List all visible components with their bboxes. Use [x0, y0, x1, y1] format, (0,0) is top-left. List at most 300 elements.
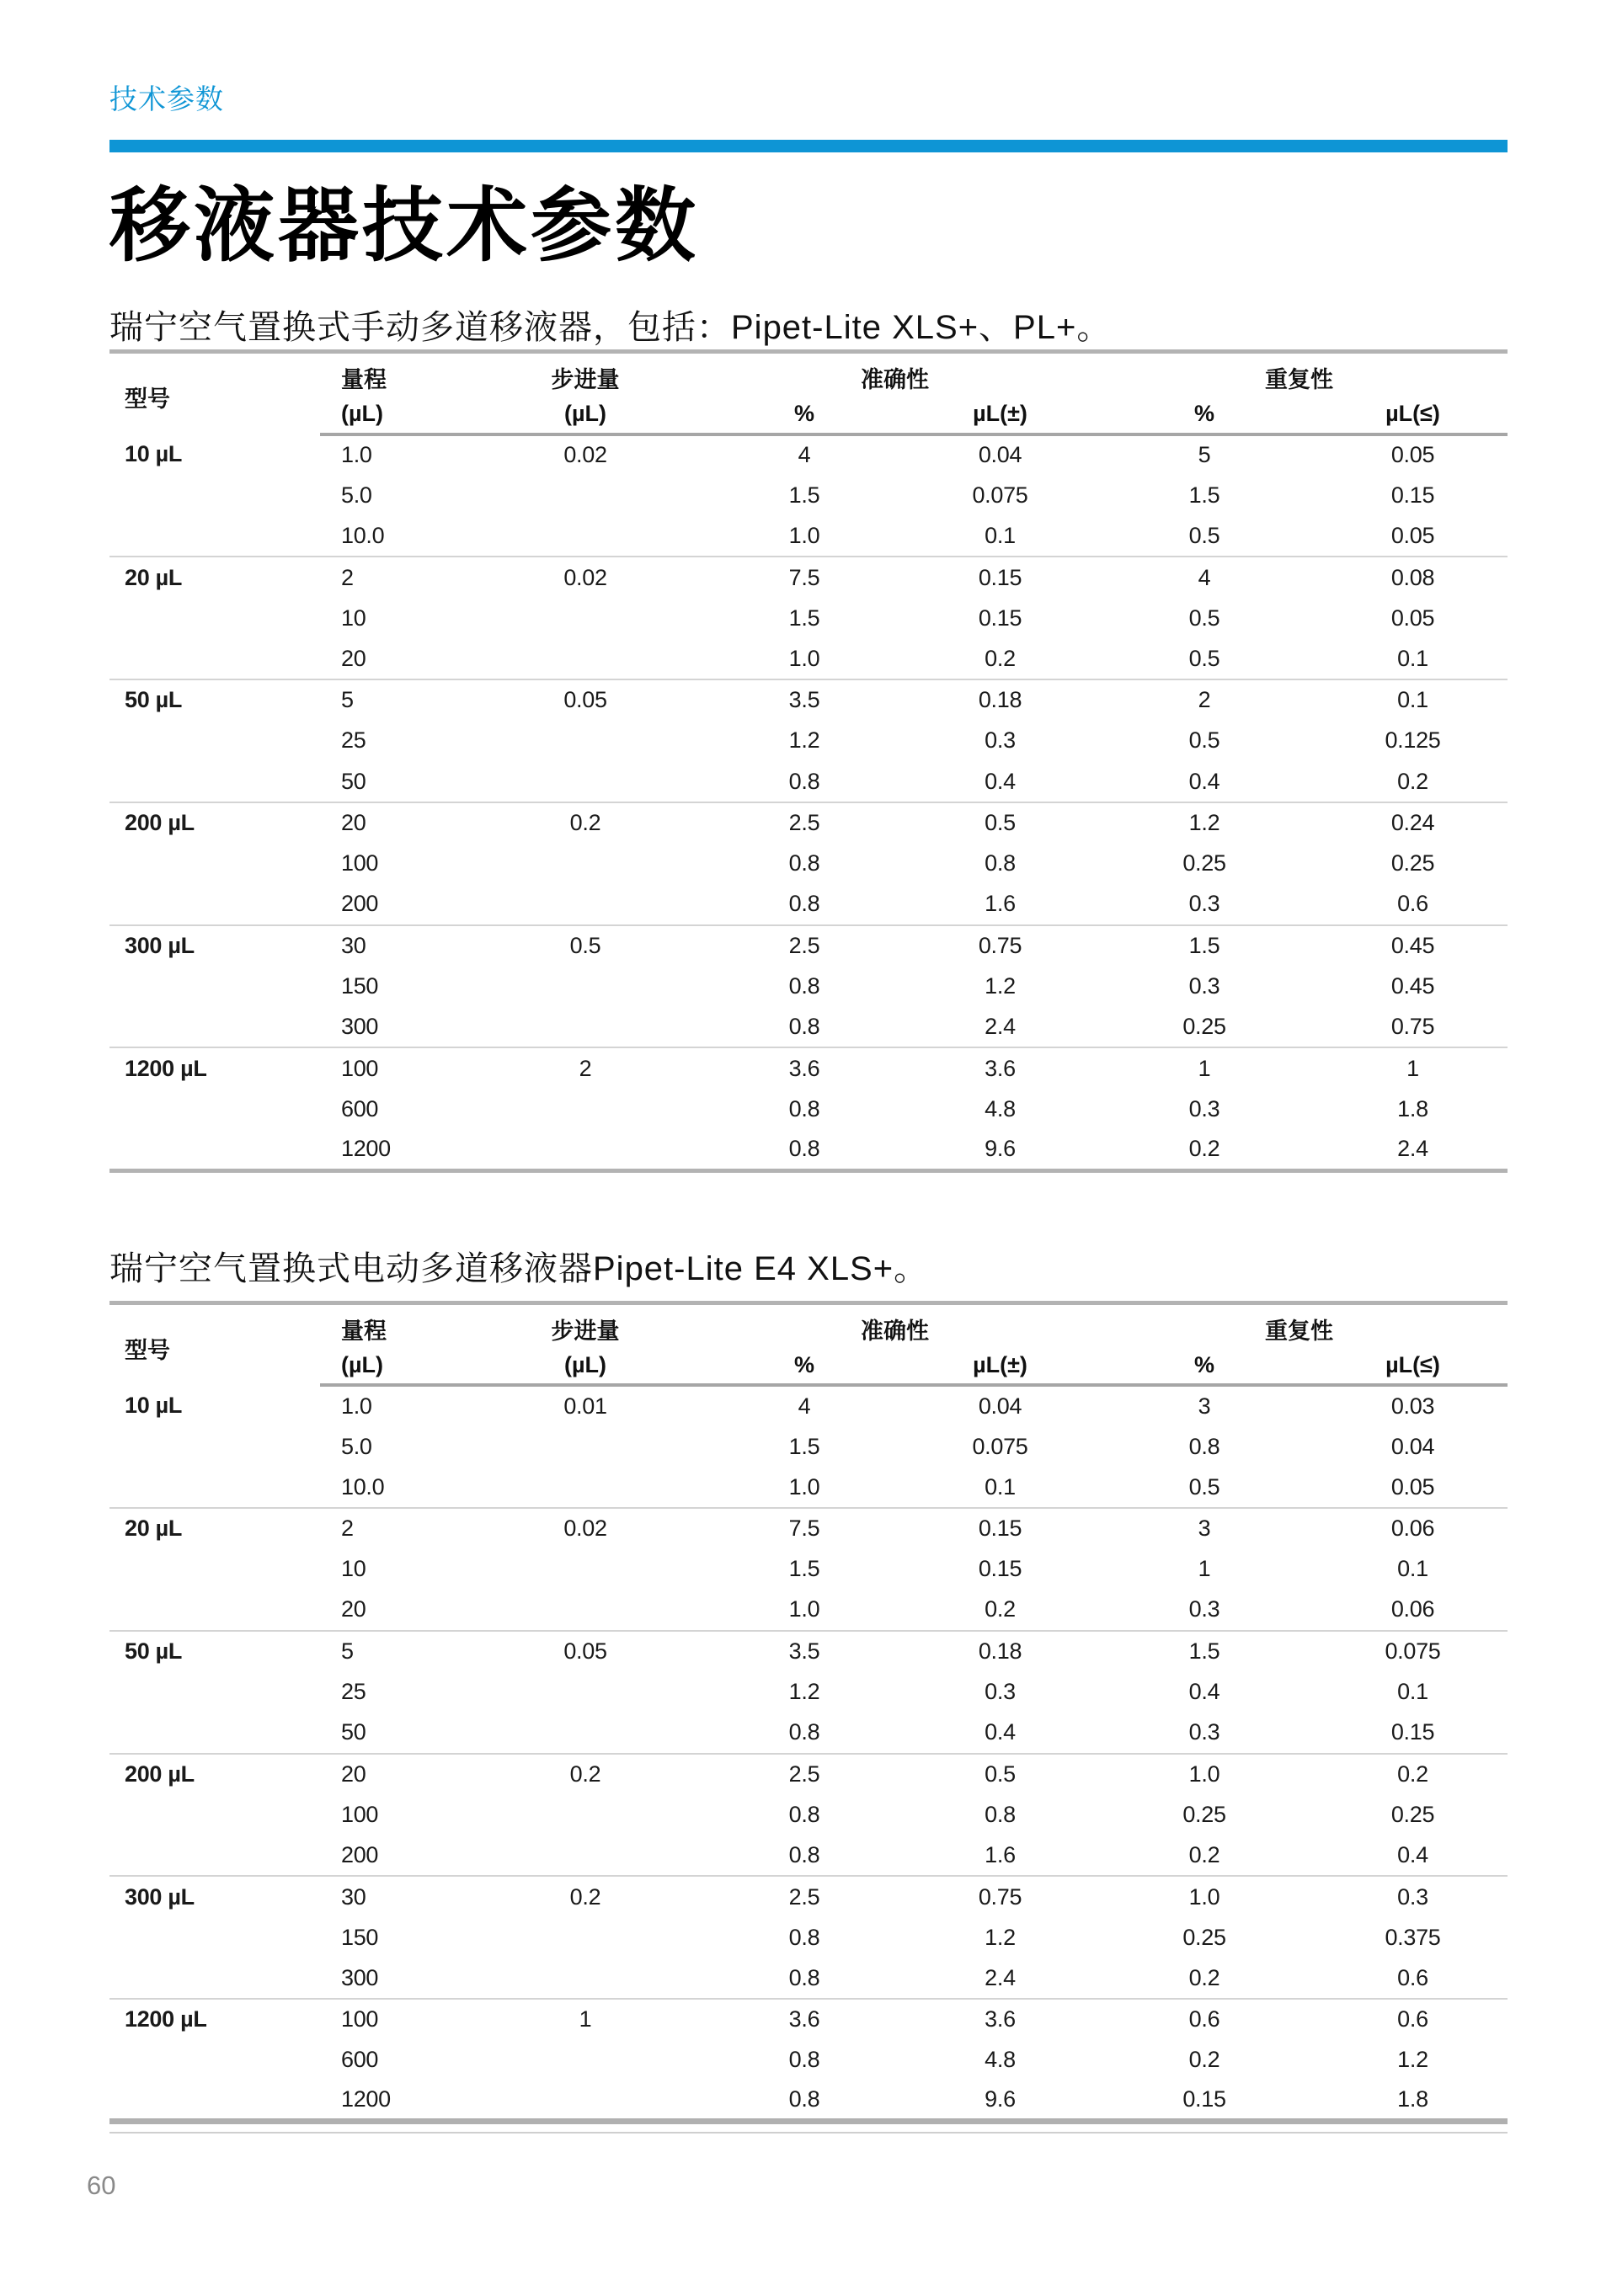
- increment-cell: [472, 761, 699, 802]
- col-header-repeatability-ul: µL(≤): [1318, 396, 1508, 434]
- repeatability-ul-cell: 0.75: [1390, 1014, 1435, 1040]
- accuracy-ul-cell: 9.6: [985, 2086, 1016, 2112]
- table-row: [109, 884, 1508, 925]
- range-cell: 25: [341, 1679, 366, 1705]
- repeatability-pct-cell: 0.25: [1182, 1801, 1226, 1827]
- model-cell: 50 µL: [109, 679, 320, 721]
- model-cell: [109, 1130, 320, 1171]
- repeatability-pct-cell: 0.2: [1188, 2047, 1220, 2073]
- accuracy-pct-cell: 1.5: [788, 1433, 820, 1459]
- accuracy-pct-cell: 1.2: [788, 1679, 820, 1705]
- increment-cell: 0.2: [472, 1876, 699, 1917]
- repeatability-pct-cell: 0.4: [1188, 768, 1220, 794]
- accuracy-pct-cell: 3.6: [699, 1047, 910, 1089]
- increment-cell: 0.01: [563, 1393, 607, 1419]
- increment-cell: 0.2: [472, 802, 699, 844]
- range-cell: 300: [341, 1014, 379, 1040]
- col-header-repeatability: 重复性: [1265, 367, 1333, 393]
- accuracy-pct-cell: 1.5: [788, 605, 820, 631]
- model-cell: 200 µL: [109, 802, 320, 844]
- repeatability-ul-cell: 0.2: [1318, 1754, 1508, 1795]
- table-row: [109, 1671, 1508, 1713]
- accuracy-ul-cell: 0.4: [985, 1719, 1016, 1745]
- accuracy-ul-cell: 0.75: [910, 925, 1091, 967]
- range-cell: 1200: [341, 2086, 391, 2112]
- accuracy-pct-cell: 1.5: [788, 1556, 820, 1582]
- repeatability-ul-cell: 0.25: [1390, 850, 1435, 876]
- model-cell: [109, 1089, 320, 1130]
- accuracy-ul-cell: 0.1: [985, 522, 1016, 548]
- accuracy-pct-cell: 0.8: [788, 1719, 820, 1745]
- col-header-accuracy: 准确性: [861, 367, 929, 393]
- accuracy-pct-cell: 1.0: [788, 522, 820, 548]
- range-cell: 25: [341, 727, 366, 754]
- increment-cell: [472, 638, 699, 679]
- model-cell: 20 µL: [109, 1508, 320, 1549]
- model-cell: 1200 µL: [109, 1999, 320, 2040]
- accuracy-pct-cell: 2.5: [699, 802, 910, 844]
- table-row: [109, 966, 1508, 1007]
- table-row: [109, 802, 1508, 844]
- repeatability-ul-cell: 0.45: [1390, 973, 1435, 999]
- increment-cell: [472, 1130, 699, 1171]
- model-cell: 50 µL: [109, 1631, 320, 1672]
- repeatability-pct-cell: 0.5: [1188, 645, 1220, 671]
- repeatability-ul-cell: 1: [1318, 1047, 1508, 1089]
- accuracy-pct-cell: 1.5: [788, 482, 820, 508]
- repeatability-pct-cell: 0.2: [1188, 1136, 1220, 1162]
- model-cell: [109, 598, 320, 639]
- col-header-range-unit: (µL): [320, 396, 472, 434]
- model-cell: [109, 638, 320, 679]
- increment-cell: 0.5: [472, 925, 699, 967]
- accuracy-ul-cell: 0.2: [985, 645, 1016, 671]
- table-row: [109, 679, 1508, 721]
- table-row: [109, 1385, 1508, 1426]
- accuracy-ul-cell: 0.8: [985, 850, 1016, 876]
- repeatability-pct-cell: 3: [1198, 1393, 1211, 1419]
- repeatability-ul-cell: 0.15: [1390, 482, 1435, 508]
- repeatability-pct-cell: 1.2: [1091, 802, 1318, 844]
- model-cell: 10 µL: [125, 1392, 183, 1418]
- repeatability-ul-cell: 0.06: [1390, 1596, 1435, 1622]
- model-cell: [109, 475, 320, 516]
- increment-cell: [472, 1917, 699, 1958]
- increment-cell: [472, 1426, 699, 1468]
- repeatability-pct-cell: 1.5: [1188, 482, 1220, 508]
- model-cell: 20 µL: [109, 557, 320, 598]
- repeatability-pct-cell: 0.4: [1188, 1679, 1220, 1705]
- range-cell: 600: [341, 1095, 379, 1121]
- increment-cell: 0.2: [472, 1754, 699, 1795]
- repeatability-ul-cell: 0.1: [1397, 645, 1428, 671]
- increment-cell: [472, 2080, 699, 2122]
- accuracy-ul-cell: 0.075: [972, 482, 1028, 508]
- repeatability-pct-cell: 2: [1091, 679, 1318, 721]
- increment-cell: [472, 966, 699, 1007]
- repeatability-pct-cell: 0.3: [1188, 973, 1220, 999]
- repeatability-pct-cell: 0.15: [1182, 2086, 1226, 2112]
- range-cell: 10: [341, 605, 366, 631]
- repeatability-pct-cell: 0.5: [1188, 1473, 1220, 1500]
- range-cell: 20: [320, 1754, 472, 1795]
- table-row: [109, 1999, 1508, 2040]
- model-cell: [109, 1590, 320, 1631]
- range-cell: 5.0: [341, 1433, 372, 1459]
- electronic-table-body: [109, 1385, 1508, 2122]
- table-header: [109, 1302, 1508, 1385]
- range-cell: 2: [320, 557, 472, 598]
- repeatability-ul-cell: 0.25: [1390, 1801, 1435, 1827]
- page-content: [109, 0, 1508, 2134]
- range-cell: 20: [341, 1596, 366, 1622]
- increment-cell: [472, 884, 699, 925]
- repeatability-ul-cell: 0.24: [1318, 802, 1508, 844]
- accuracy-ul-cell: 0.2: [985, 1596, 1016, 1622]
- range-cell: 10.0: [341, 1473, 385, 1500]
- repeatability-ul-cell: 0.15: [1390, 1719, 1435, 1745]
- accuracy-ul-cell: 0.3: [985, 727, 1016, 754]
- accuracy-pct-cell: 7.5: [699, 557, 910, 598]
- accuracy-pct-cell: 4: [798, 1393, 811, 1419]
- range-cell: 150: [341, 1924, 379, 1950]
- table-row: [109, 843, 1508, 884]
- accuracy-pct-cell: 0.8: [788, 1801, 820, 1827]
- repeatability-ul-cell: 0.06: [1318, 1508, 1508, 1549]
- table-row: [109, 1590, 1508, 1631]
- range-cell: 5: [320, 1631, 472, 1672]
- col-header-repeatability: 重复性: [1265, 1318, 1333, 1344]
- repeatability-ul-cell: 0.45: [1318, 925, 1508, 967]
- repeatability-ul-cell: 0.05: [1390, 442, 1435, 468]
- accuracy-pct-cell: 0.8: [788, 1924, 820, 1950]
- repeatability-ul-cell: 0.05: [1390, 605, 1435, 631]
- model-cell: [109, 966, 320, 1007]
- repeatability-pct-cell: 0.25: [1182, 1924, 1226, 1950]
- accuracy-ul-cell: 1.2: [985, 1924, 1016, 1950]
- accuracy-ul-cell: 0.15: [910, 557, 1091, 598]
- col-header-increment-unit: (µL): [472, 396, 699, 434]
- increment-cell: 2: [472, 1047, 699, 1089]
- model-cell: [109, 1835, 320, 1877]
- repeatability-ul-cell: 0.05: [1390, 1473, 1435, 1500]
- range-cell: 1.0: [341, 442, 372, 468]
- repeatability-ul-cell: 0.075: [1318, 1631, 1508, 1672]
- range-cell: 30: [320, 1876, 472, 1917]
- repeatability-ul-cell: 0.04: [1390, 1433, 1435, 1459]
- repeatability-pct-cell: 1: [1091, 1047, 1318, 1089]
- model-cell: [109, 1917, 320, 1958]
- footer-rule: [109, 2132, 1508, 2134]
- repeatability-ul-cell: 2.4: [1397, 1136, 1428, 1162]
- table-row: [109, 557, 1508, 598]
- range-cell: 200: [341, 1842, 379, 1868]
- repeatability-pct-cell: 1.5: [1091, 925, 1318, 967]
- accuracy-ul-cell: 9.6: [985, 1136, 1016, 1162]
- accuracy-ul-cell: 0.15: [910, 1508, 1091, 1549]
- col-header-increment: 步进量: [551, 367, 620, 393]
- accuracy-pct-cell: 2.5: [699, 1876, 910, 1917]
- table-row: [109, 516, 1508, 557]
- model-cell: [109, 1958, 320, 2000]
- accuracy-pct-cell: 1.0: [788, 645, 820, 671]
- accuracy-ul-cell: 2.4: [985, 1014, 1016, 1040]
- model-cell: [109, 516, 320, 557]
- table-row: [109, 638, 1508, 679]
- repeatability-pct-cell: 0.2: [1188, 1842, 1220, 1868]
- col-header-range: 量程: [341, 367, 387, 393]
- accuracy-ul-cell: 0.075: [972, 1433, 1028, 1459]
- repeatability-pct-cell: 0.5: [1188, 727, 1220, 754]
- model-cell: 1200 µL: [109, 1047, 320, 1089]
- increment-cell: [472, 843, 699, 884]
- accuracy-pct-cell: 3.6: [699, 1999, 910, 2040]
- accuracy-pct-cell: 0.8: [788, 1136, 820, 1162]
- accuracy-pct-cell: 0.8: [788, 850, 820, 876]
- repeatability-pct-cell: 1.0: [1091, 1876, 1318, 1917]
- repeatability-pct-cell: 5: [1198, 442, 1211, 468]
- manual-table-body: [109, 434, 1508, 1171]
- manual-pipette-spec-table: [109, 349, 1508, 1173]
- repeatability-pct-cell: 1.0: [1091, 1754, 1318, 1795]
- range-cell: 100: [320, 1999, 472, 2040]
- range-cell: 10.0: [341, 522, 385, 548]
- accuracy-ul-cell: 0.15: [978, 605, 1022, 631]
- table-row: [109, 1047, 1508, 1089]
- model-cell: [109, 884, 320, 925]
- increment-cell: [472, 1794, 699, 1835]
- model-cell: [109, 1794, 320, 1835]
- increment-cell: [472, 598, 699, 639]
- increment-cell: 0.02: [472, 557, 699, 598]
- repeatability-pct-cell: 0.25: [1182, 1014, 1226, 1040]
- col-header-repeatability-pct: %: [1091, 396, 1318, 434]
- accuracy-pct-cell: 4: [798, 442, 811, 468]
- accuracy-ul-cell: 1.2: [985, 973, 1016, 999]
- table-row: [109, 761, 1508, 802]
- accuracy-ul-cell: 0.1: [985, 1473, 1016, 1500]
- accuracy-ul-cell: 0.5: [910, 1754, 1091, 1795]
- repeatability-pct-cell: 0.8: [1188, 1433, 1220, 1459]
- model-cell: [109, 721, 320, 762]
- table-row: [109, 1835, 1508, 1877]
- table-row: [109, 1130, 1508, 1171]
- repeatability-ul-cell: 0.1: [1397, 1679, 1428, 1705]
- electronic-table-caption: 瑞宁空气置换式电动多道移液器Pipet-Lite E4 XLS+。: [109, 1249, 929, 1287]
- repeatability-ul-cell: 1.8: [1397, 2086, 1428, 2112]
- repeatability-ul-cell: 0.6: [1318, 1999, 1508, 2040]
- increment-cell: [472, 1835, 699, 1877]
- range-cell: 200: [341, 891, 379, 917]
- page-number: 60: [87, 2171, 116, 2200]
- repeatability-pct-cell: 0.3: [1188, 1719, 1220, 1745]
- model-cell: 300 µL: [109, 1876, 320, 1917]
- table-row: [109, 925, 1508, 967]
- col-header-range-unit: (µL): [320, 1346, 472, 1385]
- accuracy-pct-cell: 2.5: [699, 925, 910, 967]
- table-row: [109, 1631, 1508, 1672]
- repeatability-ul-cell: 0.03: [1390, 1393, 1435, 1419]
- range-cell: 2: [320, 1508, 472, 1549]
- range-cell: 300: [341, 1964, 379, 1990]
- range-cell: 50: [341, 768, 366, 794]
- accuracy-pct-cell: 0.8: [788, 1964, 820, 1990]
- range-cell: 20: [341, 645, 366, 671]
- table-row: [109, 1089, 1508, 1130]
- manual-table-caption: 瑞宁空气置换式手动多道移液器，包括：Pipet-Lite XLS+、PL+。: [109, 309, 1112, 346]
- repeatability-ul-cell: 1.8: [1397, 1095, 1428, 1121]
- accuracy-pct-cell: 3.5: [699, 679, 910, 721]
- range-cell: 100: [341, 850, 379, 876]
- range-cell: 20: [320, 802, 472, 844]
- model-cell: [109, 1671, 320, 1713]
- accuracy-ul-cell: 0.18: [910, 1631, 1091, 1672]
- model-cell: [109, 1426, 320, 1468]
- accuracy-ul-cell: 0.8: [985, 1801, 1016, 1827]
- col-header-accuracy-ul: µL(±): [910, 1346, 1091, 1385]
- accuracy-pct-cell: 0.8: [788, 2086, 820, 2112]
- model-cell: [109, 843, 320, 884]
- table-row: [109, 721, 1508, 762]
- electronic-pipette-spec-table: [109, 1301, 1508, 2125]
- col-header-accuracy: 准确性: [861, 1318, 929, 1344]
- repeatability-ul-cell: 0.4: [1397, 1842, 1428, 1868]
- range-cell: 150: [341, 973, 379, 999]
- col-header-repeatability-pct: %: [1091, 1346, 1318, 1385]
- table-row: [109, 598, 1508, 639]
- range-cell: 10: [341, 1556, 366, 1582]
- col-header-accuracy-pct: %: [699, 1346, 910, 1385]
- accuracy-pct-cell: 1.2: [788, 727, 820, 754]
- accuracy-ul-cell: 4.8: [985, 1095, 1016, 1121]
- accuracy-pct-cell: 0.8: [788, 1095, 820, 1121]
- repeatability-pct-cell: 0.5: [1188, 522, 1220, 548]
- accuracy-pct-cell: 0.8: [788, 891, 820, 917]
- range-cell: 5.0: [341, 482, 372, 508]
- repeatability-pct-cell: 1: [1198, 1556, 1211, 1582]
- range-cell: 100: [341, 1801, 379, 1827]
- col-header-accuracy-pct: %: [699, 396, 910, 434]
- increment-cell: 0.02: [563, 442, 607, 468]
- increment-cell: [472, 1590, 699, 1631]
- range-cell: 5: [320, 679, 472, 721]
- range-cell: 1200: [341, 1136, 391, 1162]
- repeatability-ul-cell: 0.6: [1397, 1964, 1428, 1990]
- accuracy-pct-cell: 2.5: [699, 1754, 910, 1795]
- repeatability-ul-cell: 0.3: [1318, 1876, 1508, 1917]
- accuracy-ul-cell: 1.6: [985, 891, 1016, 917]
- table-row: [109, 1549, 1508, 1590]
- table-row: [109, 1508, 1508, 1549]
- col-header-increment: 步进量: [551, 1318, 620, 1344]
- page-title: 移液器技术参数: [109, 181, 699, 271]
- table-row: [109, 1754, 1508, 1795]
- repeatability-pct-cell: 1.5: [1091, 1631, 1318, 1672]
- accuracy-ul-cell: 0.18: [910, 679, 1091, 721]
- range-cell: 30: [320, 925, 472, 967]
- table-row: [109, 475, 1508, 516]
- repeatability-ul-cell: 0.6: [1397, 891, 1428, 917]
- range-cell: 600: [341, 2047, 379, 2073]
- model-cell: [109, 1713, 320, 1754]
- table-row: [109, 1917, 1508, 1958]
- table-row: [109, 1467, 1508, 1508]
- model-cell: [109, 2040, 320, 2081]
- increment-cell: [472, 1089, 699, 1130]
- increment-cell: [472, 1007, 699, 1048]
- increment-cell: [472, 2040, 699, 2081]
- accuracy-pct-cell: 1.0: [788, 1596, 820, 1622]
- increment-cell: [472, 1958, 699, 2000]
- table-row: [109, 1713, 1508, 1754]
- range-cell: 100: [320, 1047, 472, 1089]
- table-row: [109, 1426, 1508, 1468]
- repeatability-ul-cell: 0.125: [1385, 727, 1441, 754]
- repeatability-ul-cell: 0.2: [1397, 768, 1428, 794]
- accuracy-ul-cell: 3.6: [910, 1999, 1091, 2040]
- model-cell: [109, 1467, 320, 1508]
- repeatability-ul-cell: 0.1: [1397, 1556, 1428, 1582]
- repeatability-pct-cell: 0.25: [1182, 850, 1226, 876]
- repeatability-pct-cell: 0.3: [1188, 891, 1220, 917]
- model-cell: 200 µL: [109, 1754, 320, 1795]
- table-row: [109, 1876, 1508, 1917]
- accuracy-ul-cell: 0.75: [910, 1876, 1091, 1917]
- increment-cell: 1: [472, 1999, 699, 2040]
- increment-cell: 0.05: [472, 1631, 699, 1672]
- increment-cell: [472, 1713, 699, 1754]
- repeatability-pct-cell: 0.6: [1091, 1999, 1318, 2040]
- repeatability-pct-cell: 4: [1091, 557, 1318, 598]
- accuracy-ul-cell: 2.4: [985, 1964, 1016, 1990]
- table-row: [109, 2040, 1508, 2081]
- increment-cell: [472, 1549, 699, 1590]
- section-label: 技术参数: [109, 83, 224, 115]
- accent-bar: [109, 140, 1508, 152]
- increment-cell: [472, 1671, 699, 1713]
- accuracy-pct-cell: 0.8: [788, 973, 820, 999]
- repeatability-ul-cell: 0.05: [1390, 522, 1435, 548]
- accuracy-ul-cell: 0.5: [910, 802, 1091, 844]
- model-cell: 300 µL: [109, 925, 320, 967]
- table-row: [109, 434, 1508, 476]
- model-cell: 10 µL: [125, 441, 183, 467]
- repeatability-ul-cell: 0.375: [1385, 1924, 1441, 1950]
- accuracy-ul-cell: 0.4: [985, 768, 1016, 794]
- repeatability-ul-cell: 0.1: [1318, 679, 1508, 721]
- model-cell: [109, 761, 320, 802]
- table-row: [109, 1958, 1508, 2000]
- accuracy-ul-cell: 0.04: [978, 1393, 1022, 1419]
- repeatability-pct-cell: 3: [1091, 1508, 1318, 1549]
- repeatability-pct-cell: 0.5: [1188, 605, 1220, 631]
- col-header-model: 型号: [125, 1337, 170, 1363]
- repeatability-pct-cell: 0.3: [1188, 1596, 1220, 1622]
- table-row: [109, 1794, 1508, 1835]
- accuracy-ul-cell: 4.8: [985, 2047, 1016, 2073]
- accuracy-pct-cell: 0.8: [788, 1842, 820, 1868]
- accuracy-ul-cell: 1.6: [985, 1842, 1016, 1868]
- accuracy-ul-cell: 0.15: [978, 1556, 1022, 1582]
- model-cell: [109, 1007, 320, 1048]
- accuracy-pct-cell: 3.5: [699, 1631, 910, 1672]
- accuracy-ul-cell: 0.3: [985, 1679, 1016, 1705]
- accuracy-pct-cell: 0.8: [788, 768, 820, 794]
- table-header: [109, 352, 1508, 434]
- col-header-increment-unit: (µL): [472, 1346, 699, 1385]
- col-header-range: 量程: [341, 1318, 387, 1344]
- accuracy-pct-cell: 0.8: [788, 2047, 820, 2073]
